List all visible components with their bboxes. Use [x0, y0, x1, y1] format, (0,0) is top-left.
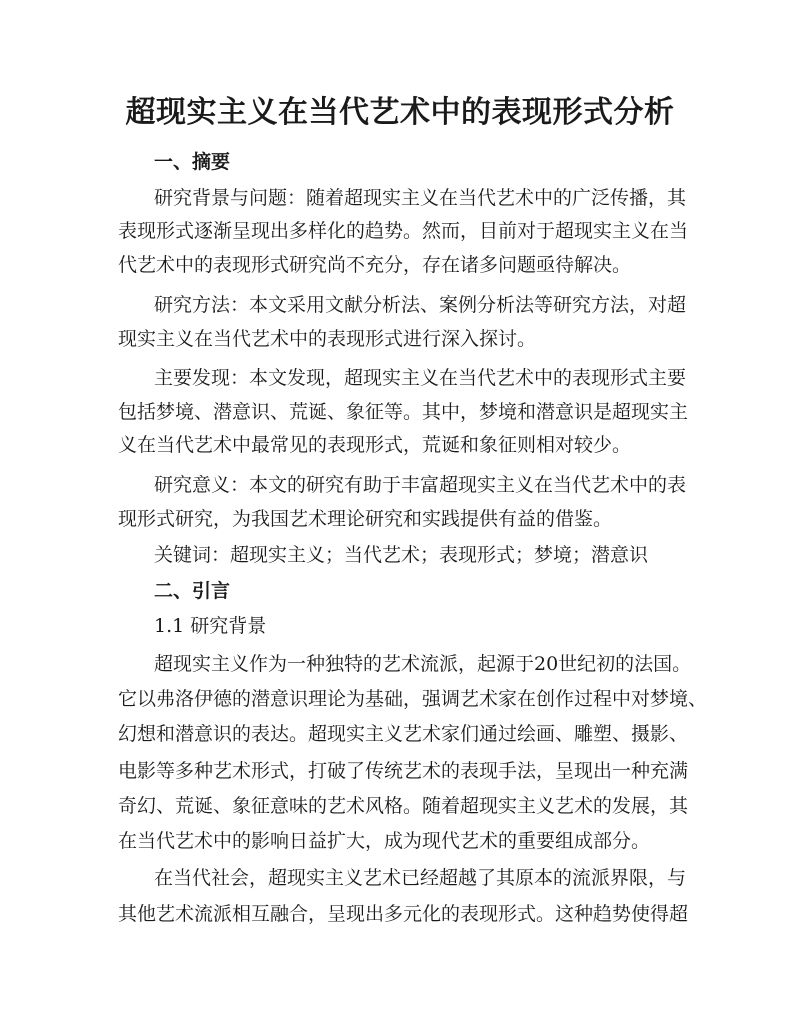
paragraph-line: 幻想和潜意识的表达。超现实主义艺术家们通过绘画、雕塑、摄影、	[118, 723, 689, 745]
paragraph-line: 表现形式逐渐呈现出多样化的趋势。然而，目前对于超现实主义在当	[118, 220, 689, 242]
paragraph-line: 义在当代艺术中最常见的表现形式，荒诞和象征则相对较少。	[118, 434, 632, 456]
paragraph-line: 研究背景与问题：随着超现实主义在当代艺术中的广泛传播，其	[154, 187, 687, 209]
paragraph-line: 主要发现：本文发现，超现实主义在当代艺术中的表现形式主要	[154, 367, 687, 389]
paragraph-line: 现形式研究，为我国艺术理论研究和实践提供有益的借鉴。	[118, 508, 613, 530]
paragraph-line: 超现实主义作为一种独特的艺术流派，起源于20世纪初的法国。	[154, 653, 692, 675]
subsection-heading: 1.1 研究背景	[154, 615, 267, 637]
paragraph-line: 在当代社会，超现实主义艺术已经超越了其原本的流派界限，与	[154, 867, 687, 889]
intro-heading: 二、引言	[154, 580, 231, 602]
paragraph-line: 研究方法：本文采用文献分析法、案例分析法等研究方法，对超	[154, 294, 687, 316]
paragraph-line: 它以弗洛伊德的潜意识理论为基础，强调艺术家在创作过程中对梦境、	[118, 688, 708, 710]
paragraph-line: 代艺术中的表现形式研究尚不充分，存在诸多问题亟待解决。	[118, 254, 632, 276]
paragraph-line: 其他艺术流派相互融合，呈现出多元化的表现形式。这种趋势使得超	[118, 903, 689, 925]
paragraph-line: 电影等多种艺术形式，打破了传统艺术的表现手法，呈现出一种充满	[118, 760, 689, 782]
keywords-line: 关键词：超现实主义；当代艺术；表现形式；梦境；潜意识	[154, 544, 649, 566]
paragraph-line: 奇幻、荒诞、象征意味的艺术风格。随着超现实主义艺术的发展，其	[118, 795, 689, 817]
paragraph-line: 包括梦境、潜意识、荒诞、象征等。其中，梦境和潜意识是超现实主	[118, 401, 689, 423]
abstract-heading: 一、摘要	[154, 151, 231, 173]
paragraph-line: 现实主义在当代艺术中的表现形式进行深入探讨。	[118, 328, 537, 350]
paragraph-line: 研究意义：本文的研究有助于丰富超现实主义在当代艺术中的表	[154, 474, 687, 496]
document-title: 超现实主义在当代艺术中的表现形式分析	[125, 95, 675, 130]
paragraph-line: 在当代艺术中的影响日益扩大，成为现代艺术的重要组成部分。	[118, 830, 651, 852]
